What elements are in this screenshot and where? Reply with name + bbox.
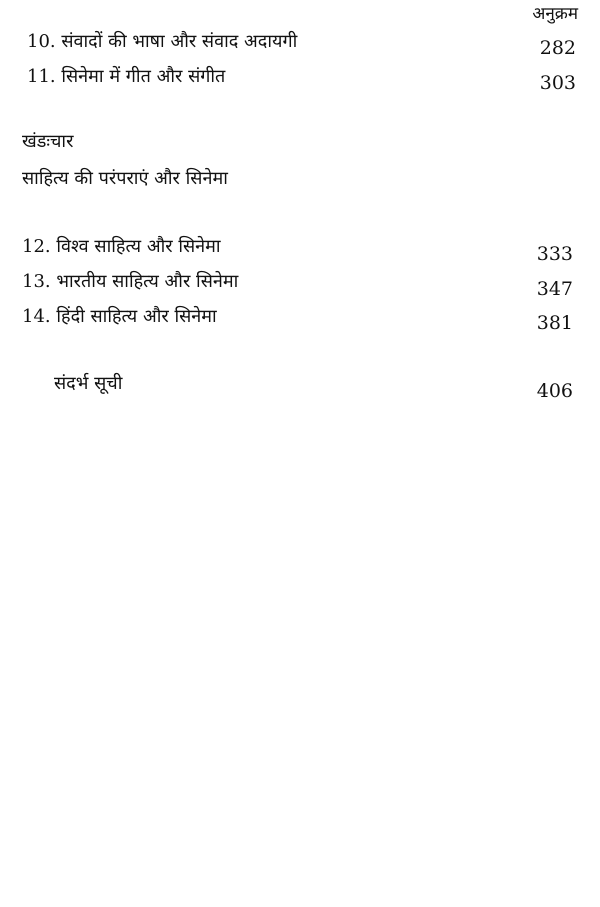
toc-entry-page: 333 [536, 243, 573, 265]
toc-entry-label: 11. सिनेमा में गीत और संगीत [27, 66, 226, 87]
running-header: अनुक्रम [532, 4, 578, 24]
toc-entry-label: 13. भारतीय साहित्य और सिनेमा [22, 271, 239, 292]
toc-entry-page: 303 [539, 72, 576, 94]
toc-entry-page: 381 [536, 312, 573, 334]
toc-entry-page: 282 [539, 37, 576, 59]
toc-entry-label: 14. हिंदी साहित्य और सिनेमा [22, 306, 217, 327]
bibliography-label: संदर्भ सूची [54, 373, 123, 394]
toc-entry-label: 12. विश्व साहित्य और सिनेमा [22, 236, 221, 257]
bibliography-page: 406 [536, 380, 573, 402]
section-heading: खंडःचार [22, 131, 74, 152]
toc-entry-page: 347 [536, 278, 573, 300]
section-title: साहित्य की परंपराएं और सिनेमा [22, 168, 228, 189]
toc-entry-label: 10. संवादों की भाषा और संवाद अदायगी [27, 31, 298, 52]
